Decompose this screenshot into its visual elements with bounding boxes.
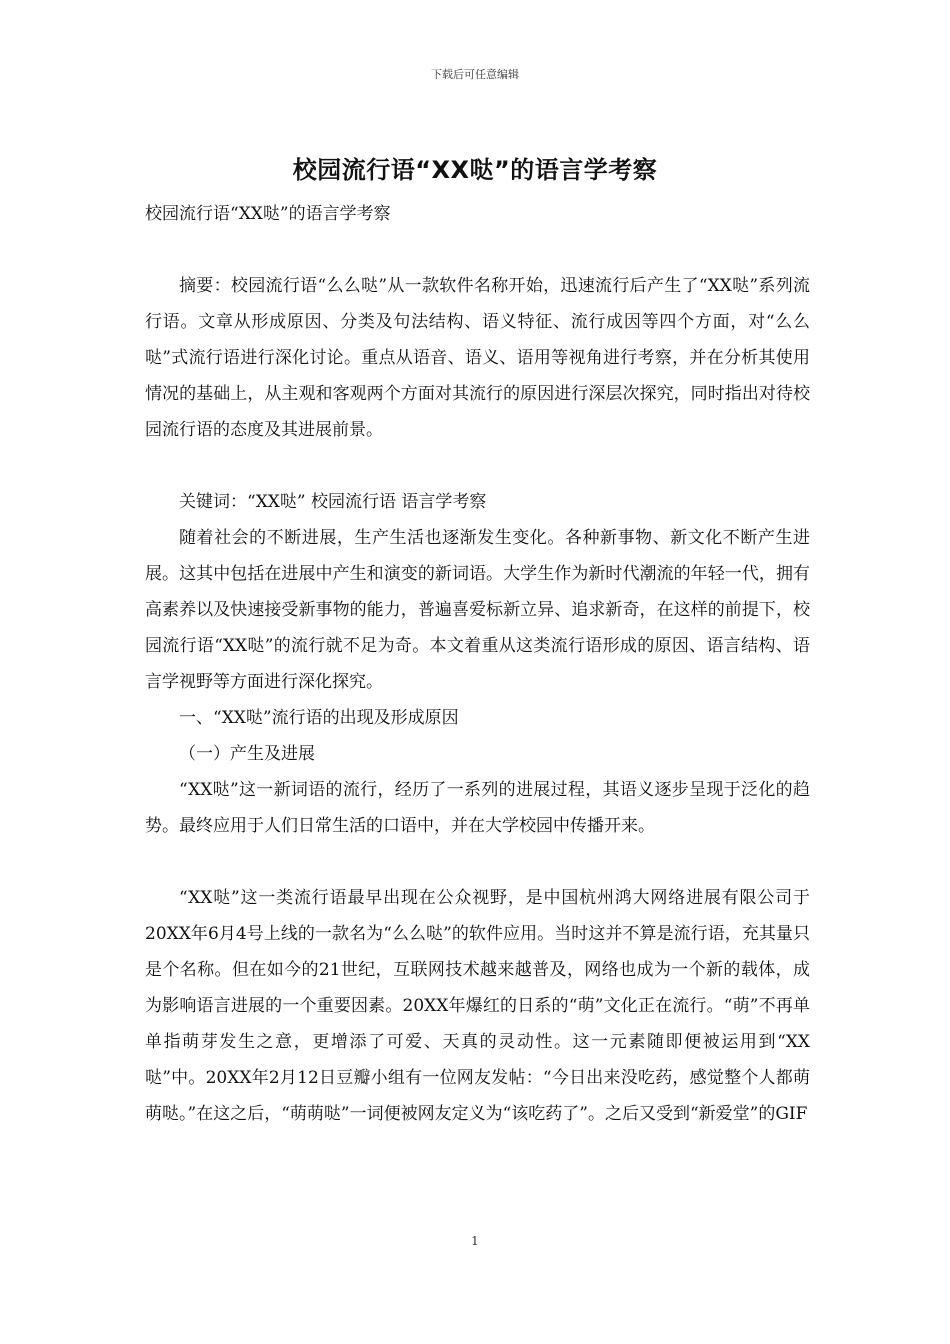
document-body <box>145 196 810 1132</box>
abstract-paragraph: 摘要：校园流行语“么么哒”从一款软件名称开始，迅速流行后产生了“XX哒”系列流行语。文章从形成原因、分类及句法结构、语义特征、流行成因等四个方面，对“么么哒”式流行语进行深化讨论。重点从语音、语义、语用等视角进行考察，并在分析其使用情况的基础上，从主观和客观两个方面对其流行的原因进行深层次探究，同时指出对待校园流行语的态度及其进展前景。 <box>145 276 810 440</box>
body-paragraph: “XX哒”这一类流行语最早出现在公众视野，是中国杭州鸿大网络进展有限公司于20XX年6月4号上线的一款名为“么么哒”的软件应用。当时这并不算是流行语，充其量只是个名称。但在如今的21世纪，互联网技术越来越普及，网络也成为一个新的载体，成为影响语言进展的一个重要因素。20XX年爆红的日系的“萌”文化正在流行。“萌”不再单单指萌芽发生之意，更增添了可爱、天真的灵动性。这一元素随即便被运用到“XX哒”中。20XX年2月12日豆瓣小组有一位网友发帖：“今日出来没吃药，感觉整个人都萌萌哒。”在这之后，“萌萌哒”一词便被网友定义为“该吃药了”。之后又受到“新爱堂”的GIF <box>145 888 810 1124</box>
section-heading: 一、“XX哒”流行语的出现及形成原因 <box>179 708 459 728</box>
page-header-note: 下载后可任意编辑 <box>431 68 519 81</box>
body-paragraph: “XX哒”这一新词语的流行，经历了一系列的进展过程，其语义逐步呈现于泛化的趋势。最终应用于人们日常生活的口语中，并在大学校园中传播开来。 <box>145 780 810 836</box>
keywords-line: 关键词：“XX哒” 校园流行语 语言学考察 <box>179 492 487 512</box>
document-subtitle: 校园流行语“XX哒”的语言学考察 <box>145 204 391 224</box>
page-number: 1 <box>471 1234 479 1248</box>
subsection-heading: （一）产生及进展 <box>179 744 315 764</box>
intro-paragraph: 随着社会的不断进展，生产生活也逐渐发生变化。各种新事物、新文化不断产生进展。这其中包括在进展中产生和演变的新词语。大学生作为新时代潮流的年轻一代，拥有高素养以及快速接受新事物的能力，普遍喜爱标新立异、追求新奇，在这样的前提下，校园流行语“XX哒”的流行就不足为奇。本文着重从这类流行语形成的原因、语言结构、语言学视野等方面进行深化探究。 <box>145 528 810 692</box>
document-title: 校园流行语“XX哒”的语言学考察 <box>292 156 658 184</box>
